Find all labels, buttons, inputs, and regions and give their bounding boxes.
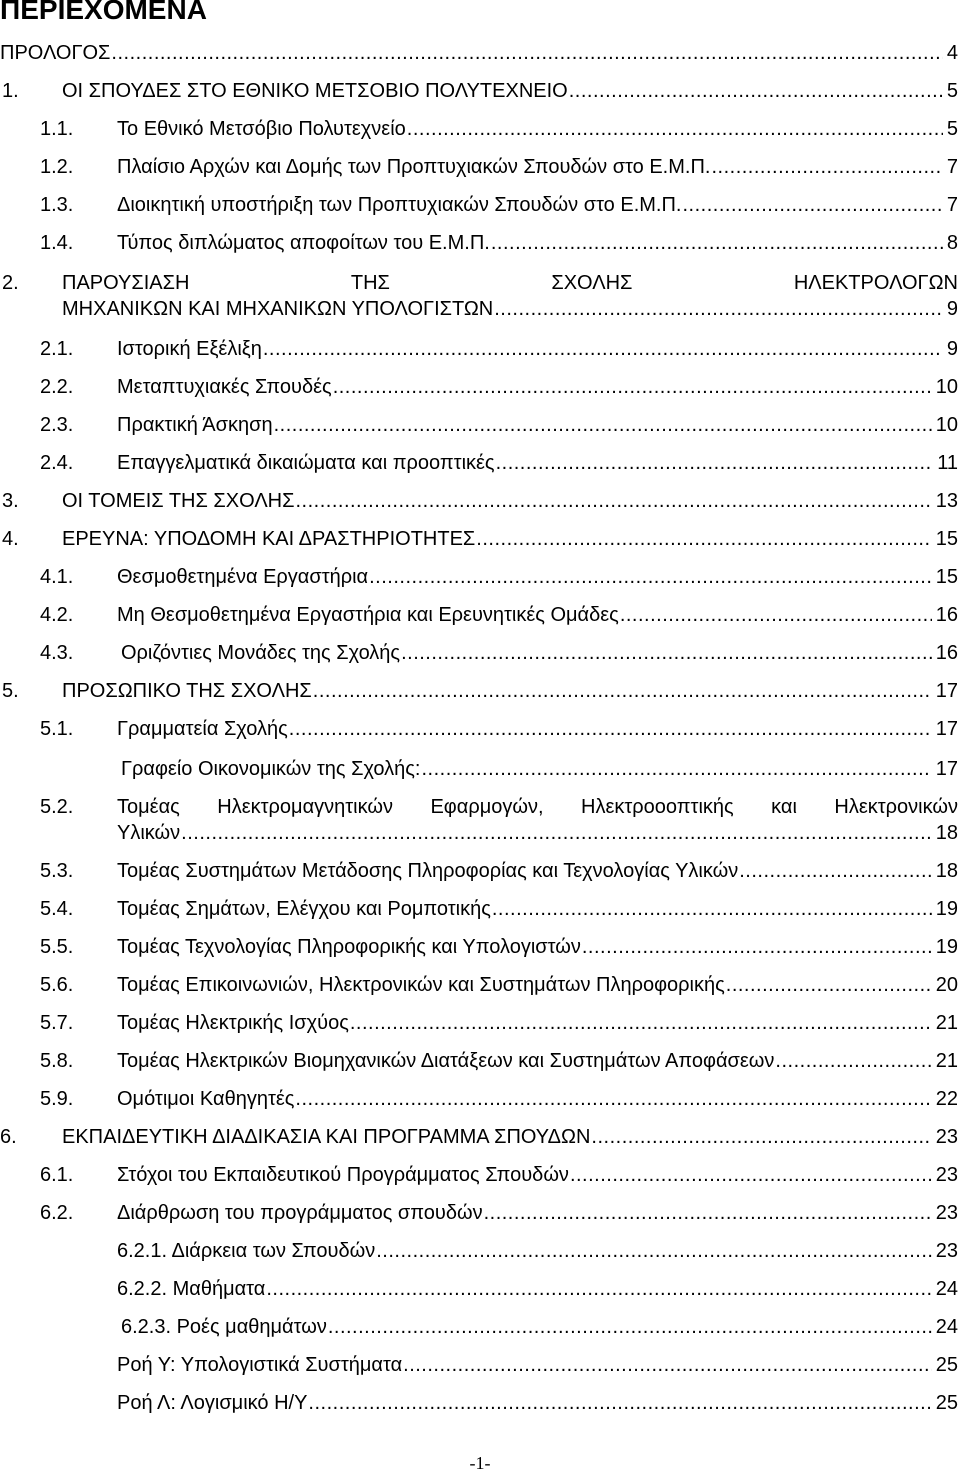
toc-entry-number: 2. [2,272,19,294]
toc-entry-title: ΠΡΟΛΟΓΟΣ [0,42,111,64]
toc-entry-page: 16 [935,642,958,664]
toc-entry-page: 18 [935,822,958,844]
toc-entry[interactable] [0,1048,960,1074]
dot-leader [421,756,931,782]
toc-entry[interactable] [0,412,960,438]
toc-entry[interactable] [0,1162,960,1188]
toc-entry[interactable] [0,1238,960,1264]
toc-entry-title: 6.2.2. Μαθήματα [117,1278,266,1300]
toc-entry-number: 1.2. [40,156,74,178]
toc-entry-page: 11 [937,452,958,474]
toc-entry[interactable] [0,972,960,998]
dot-leader [313,678,932,704]
toc-entry[interactable] [0,192,960,218]
dot-leader [496,450,934,476]
toc-entry-number: 2.1. [40,338,74,360]
toc-entry-title: ΠΡΟΣΩΠΙΚΟ ΤΗΣ ΣΧΟΛΗΣ [62,680,312,702]
toc-entry-title: Γραφείο Οικονομικών της Σχολής: [121,758,421,780]
toc-entry[interactable] [0,640,960,666]
toc-entry-title: ΜΗΧΑΝΙΚΩΝ ΚΑΙ ΜΗΧΑΝΙΚΩΝ ΥΠΟΛΟΓΙΣΤΩΝ [62,298,494,320]
dot-leader [682,192,942,218]
toc-entry-title: Τομέας Συστημάτων Μετάδοσης Πληροφορίας και Τεχνολογίας Υλικών [117,860,739,882]
toc-entry-title: Τομέας Ηλεκτρικών Βιομηχανικών Διατάξεων και Συστημάτων Αποφάσεων [117,1050,775,1072]
toc-entry-word: Ηλεκτρονικών [834,796,958,818]
toc-entry[interactable] [0,1314,960,1340]
toc-entry-title: Ομότιμοι Καθηγητές [117,1088,295,1110]
dot-leader [476,526,931,552]
toc-entry-title: ΕΚΠΑΙΔΕΥΤΙΚΗ ΔΙΑΔΙΚΑΣΙΑ ΚΑΙ ΠΡΟΓΡΑΜΜΑ ΣΠΟΥΔΩΝ [62,1126,591,1148]
toc-entry-page: 24 [935,1278,958,1300]
toc-entry-number: 4. [2,528,19,550]
toc-entry-page: 4 [946,42,958,64]
dot-leader [328,1314,932,1340]
toc-entry[interactable] [0,78,960,104]
toc-entry-page: 24 [935,1316,958,1338]
toc-entry-title-line [117,794,958,820]
toc-entry-page: 19 [935,936,958,958]
toc-entry-word: ΗΛΕΚΤΡΟΛΟΓΩΝ [793,272,958,294]
toc-entry-number: 1.3. [40,194,74,216]
toc-entry-page: 9 [946,298,958,320]
dot-leader [376,1238,932,1264]
toc-entry[interactable] [0,40,960,66]
toc-entry-number: 6.2. [40,1202,74,1224]
toc-entry-title: Διοικητική υποστήριξη των Προπτυχιακών Σπουδών στο Ε.Μ.Π. [117,194,682,216]
toc-entry-title: ΟΙ ΤΟΜΕΙΣ ΤΗΣ ΣΧΟΛΗΣ [62,490,295,512]
dot-leader [591,1124,931,1150]
toc-entry-title: Ροή Υ: Υπολογιστικά Συστήματα [117,1354,403,1376]
toc-entry-title: ΟΙ ΣΠΟΥΔΕΣ ΣΤΟ ΕΘΝΙΚΟ ΜΕΤΣΟΒΙΟ ΠΟΛΥΤΕΧΝΕΙΟ [62,80,568,102]
toc-entry[interactable] [0,934,960,960]
toc-entry-title: Οριζόντιες Μονάδες της Σχολής [121,642,401,664]
toc-entry-word: ΤΗΣ [350,272,390,294]
dot-leader [401,640,932,666]
dot-leader [403,1352,932,1378]
toc-entry-title: Μη Θεσμοθετημένα Εργαστήρια και Ερευνητικές Ομάδες [117,604,619,626]
toc-entry[interactable] [0,896,960,922]
toc-entry[interactable] [0,526,960,552]
toc-entry-title: Τομέας Σημάτων, Ελέγχου και Ρομποτικής [117,898,491,920]
dot-leader [369,564,932,590]
toc-entry-number: 5.1. [40,718,74,740]
toc-entry-title: Τύπος διπλώματος αποφοίτων του Ε.Μ.Π. [117,232,490,254]
toc-entry-title: Ροή Λ: Λογισμικό Η/Υ [117,1392,308,1414]
toc-entry-number: 1.1. [40,118,74,140]
toc-entry-page: 17 [935,758,958,780]
dot-leader [726,972,932,998]
toc-entry-number: 5.6. [40,974,74,996]
toc-entry-number: 1. [2,80,19,102]
toc-entry-word: ΠΑΡΟΥΣΙΑΣΗ [62,272,190,294]
dot-leader [739,858,932,884]
toc-entry-number: 5.2. [40,796,74,818]
toc-entry-number: 4.3. [40,642,74,664]
toc-entry-page: 17 [935,680,958,702]
toc-entry-page: 23 [935,1126,958,1148]
toc-entry-word: και [771,796,797,818]
toc-entry-title: Μεταπτυχιακές Σπουδές [117,376,332,398]
toc-entry-page: 10 [935,376,958,398]
toc-entry-number: 3. [2,490,19,512]
toc-entry-number: 6. [0,1126,17,1148]
dot-leader [494,296,943,322]
dot-leader [582,934,932,960]
page-title: ΠΕΡΙΕΧΟΜΕΝΑ [0,0,207,25]
toc-entry-number: 2.4. [40,452,74,474]
toc-entry-page: 8 [946,232,958,254]
dot-leader [181,820,932,846]
toc-entry-number: 2.3. [40,414,74,436]
toc-entry-number: 4.1. [40,566,74,588]
toc-entry-page: 15 [935,566,958,588]
toc-entry[interactable] [0,488,960,514]
toc-entry[interactable] [0,230,960,256]
toc-entry-number: 5. [2,680,19,702]
toc-entry-title: Τομέας Τεχνολογίας Πληροφορικής και Υπολογιστών [117,936,581,958]
toc-entry-page: 5 [946,80,958,102]
toc-entry-title: Το Εθνικό Μετσόβιο Πολυτεχνείο [117,118,406,140]
toc-entry[interactable] [0,678,960,704]
toc-entry-number: 2.2. [40,376,74,398]
toc-entry-page: 18 [935,860,958,882]
toc-entry[interactable] [0,450,960,476]
toc-entry[interactable] [0,564,960,590]
toc-entry-page: 15 [935,528,958,550]
dot-leader [308,1390,931,1416]
toc-entry-title: Στόχοι του Εκπαιδευτικού Προγράμματος Σπουδών [117,1164,569,1186]
toc-entry-page: 20 [935,974,958,996]
toc-entry-title: Θεσμοθετημένα Εργαστήρια [117,566,369,588]
toc-entry[interactable] [0,374,960,400]
dot-leader [620,602,932,628]
toc-entry-page: 19 [935,898,958,920]
dot-leader [492,896,932,922]
toc-entry-page: 23 [935,1240,958,1262]
toc-entry-page: 23 [935,1202,958,1224]
toc-entry-title: Ιστορική Εξέλιξη [117,338,262,360]
toc-entry-page: 7 [946,194,958,216]
toc-entry-number: 4.2. [40,604,74,626]
toc-entry[interactable] [0,1352,960,1378]
toc-entry-page: 25 [935,1392,958,1414]
toc-entry-title: Διάρθρωση του προγράμματος σπουδών [117,1202,483,1224]
toc-entry-page: 13 [935,490,958,512]
toc-entry-number: 5.4. [40,898,74,920]
toc-entry-word: Ηλεκτρομαγνητικών [217,796,393,818]
dot-leader [775,1048,931,1074]
toc-entry-title: Επαγγελματικά δικαιώματα και προοπτικές [117,452,495,474]
toc-entry-page: 7 [946,156,958,178]
dot-leader [569,78,943,104]
toc-entry[interactable] [0,1390,960,1416]
dot-leader [295,1086,931,1112]
toc-entry[interactable] [0,756,960,782]
dot-leader [289,716,932,742]
toc-entry[interactable] [0,1010,960,1036]
toc-entry-number: 1.4. [40,232,74,254]
toc-entry[interactable] [0,154,960,180]
toc-entry-title: Πρακτική Άσκηση [117,414,273,436]
toc-entry-page: 22 [935,1088,958,1110]
dot-leader [263,336,943,362]
toc-entry-page: 21 [935,1012,958,1034]
toc-entry-title: 6.2.3. Ροές μαθημάτων [121,1316,327,1338]
toc-entry-number: 5.8. [40,1050,74,1072]
toc-entry-page: 16 [935,604,958,626]
dot-leader [295,488,931,514]
toc-entry[interactable] [0,858,960,884]
dot-leader [333,374,932,400]
toc-entry-word: Εφαρμογών, [430,796,544,818]
toc-entry[interactable] [0,336,960,362]
toc-entry[interactable] [0,1086,960,1112]
toc-entry-number: 5.7. [40,1012,74,1034]
toc-entry-number: 5.9. [40,1088,74,1110]
toc-entry[interactable] [0,820,960,846]
toc-entry-title-line [62,270,958,296]
toc-entry-page: 9 [946,338,958,360]
toc-entry[interactable] [0,116,960,142]
toc-entry-number: 6.1. [40,1164,74,1186]
toc-entry[interactable] [0,1276,960,1302]
toc-entry[interactable] [0,296,960,322]
toc-entry-page: 21 [935,1050,958,1072]
dot-leader [570,1162,932,1188]
dot-leader [350,1010,932,1036]
dot-leader [111,40,942,66]
dot-leader [491,230,943,256]
toc-entry[interactable] [0,716,960,742]
toc-entry-title: Πλαίσιο Αρχών και Δομής των Προπτυχιακών Σπουδών στο Ε.Μ.Π. [117,156,711,178]
toc-entry-title: Τομέας Ηλεκτρικής Ισχύος [117,1012,349,1034]
toc-entry-title: Γραμματεία Σχολής [117,718,288,740]
toc-entry-word: ΣΧΟΛΗΣ [551,272,633,294]
toc-entry-page: 10 [935,414,958,436]
toc-entry-page: 17 [935,718,958,740]
toc-entry-page: 5 [946,118,958,140]
toc-entry[interactable] [0,1124,960,1150]
toc-entry-title: Τομέας Επικοινωνιών, Ηλεκτρονικών και Συστημάτων Πληροφορικής [117,974,725,996]
toc-entry-number: 5.3. [40,860,74,882]
toc-entry-page: 23 [935,1164,958,1186]
toc-entry-number: 5.5. [40,936,74,958]
toc-entry[interactable] [0,1200,960,1226]
toc-entry[interactable] [0,602,960,628]
toc-entry-title: Υλικών [117,822,181,844]
toc-entry-title: 6.2.1. Διάρκεια των Σπουδών [117,1240,376,1262]
dot-leader [711,154,942,180]
dot-leader [266,1276,931,1302]
toc-entry-page: 25 [935,1354,958,1376]
toc-entry-word: Τομέας [117,796,180,818]
dot-leader [274,412,932,438]
dot-leader [407,116,943,142]
dot-leader [484,1200,932,1226]
toc-entry-word: Ηλεκτροοοπτικής [581,796,734,818]
page-number-footer: -1- [469,1453,491,1473]
toc-entry-title: ΕΡΕΥΝΑ: ΥΠΟΔΟΜΗ ΚΑΙ ΔΡΑΣΤΗΡΙΟΤΗΤΕΣ [62,528,476,550]
